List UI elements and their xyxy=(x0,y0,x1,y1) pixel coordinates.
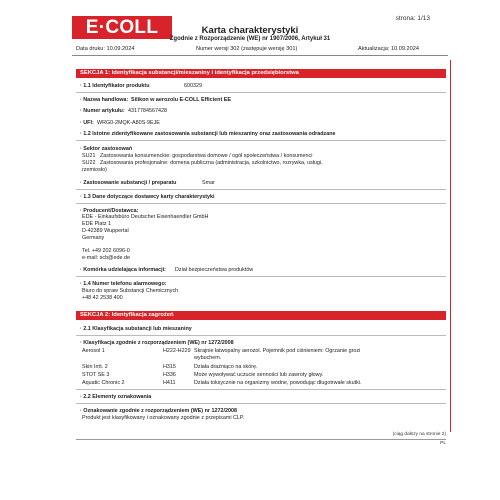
address-line: D-42389 Wuppertal xyxy=(82,228,129,234)
sector-label: · Sektor zastosowań xyxy=(80,146,133,152)
classification-heading: · 2.1 Klasyfikacja substancji lub mieszaniny xyxy=(80,326,192,332)
print-date: Data druku: 10.09.2024 xyxy=(76,46,135,52)
hazard-class: STOT SE 3 xyxy=(82,372,110,378)
language-code: PL xyxy=(440,441,446,446)
hazard-code: H222-H229 xyxy=(163,348,191,354)
version-number: Numer wersji 302 (zastępuje wersję 301) xyxy=(196,46,298,52)
trade-name-value: Silikon w aerozolu E-COLL Efficient EE xyxy=(131,97,231,103)
divider xyxy=(76,92,446,93)
email-address: e-mail: scb@ede.de xyxy=(82,255,131,261)
clp-labelling-label: · Oznakowanie zgodnie z rozporządzeniem (WE) nr 1272/2008 xyxy=(80,408,237,414)
hazard-code: H315 xyxy=(163,364,176,370)
hazard-code: H411 xyxy=(163,380,176,386)
usage-value: Smar xyxy=(202,180,215,186)
divider xyxy=(76,140,446,141)
divider xyxy=(76,389,446,390)
section-2-header: SEKCJA 2: Identyfikacja zagrożeń xyxy=(76,311,446,320)
uses-heading: · 1.2 Istotne zidentyfikowane zastosowania substancji lub mieszaniny oraz zastosowania odradzane xyxy=(80,131,336,137)
hazard-class: Aquatic Chronic 2 xyxy=(82,380,125,386)
emergency-heading: · 1.4 Numer telefonu alarmowego: xyxy=(80,281,167,287)
divider xyxy=(76,276,446,277)
label-elements-heading: · 2.2 Elementy oznakowania xyxy=(80,394,152,400)
article-number-value: 4317784567428 xyxy=(128,108,167,114)
phone-number: Tel. +49 202 6096-0 xyxy=(82,248,130,254)
hazard-description: Może wywoływać uczucie senności lub zawroty głowy. xyxy=(194,372,324,378)
footer-divider xyxy=(76,439,446,440)
continued-note: (ciąg dalszy na stronie 2) xyxy=(392,432,446,437)
hazard-class: Aerosol 1 xyxy=(82,348,105,354)
document-subtitle: Zgodnie z Rozporządzenie (WE) nr 1907/2006, Artykuł 31 xyxy=(169,36,331,42)
producer-label: · Producent/Dostawca: xyxy=(80,208,139,214)
clp-classification-label: · Klasyfikacja zgodnie z rozporządzeniem (WE) nr 1272/2008 xyxy=(80,340,234,346)
product-identifier-heading: · 1.1 Identyfikator produktu xyxy=(80,83,150,89)
hazard-description: Działa drażniąco na skórę. xyxy=(194,364,258,370)
update-date: Aktualizacja: 10.09.2024 xyxy=(358,46,419,52)
right-margin-rule xyxy=(450,60,451,432)
emergency-line: +48 42 2538 400 xyxy=(82,295,123,301)
header-divider xyxy=(72,55,448,56)
hazard-description: Skrajnie łatwopalny aerozol. Pojemnik pod ciśnieniem: Ogrzanie grozi xyxy=(194,348,361,354)
emergency-line: Biuro do spraw Substancji Chemicznych xyxy=(82,288,179,294)
info-cell-label: · Komórka udzielająca informacji: xyxy=(80,267,166,273)
divider xyxy=(76,335,446,336)
divider xyxy=(76,203,446,204)
divider xyxy=(76,189,446,190)
hazard-code: H336 xyxy=(163,372,176,378)
hazard-description: Działa toksycznie na organizmy wodne, powodując długotrwałe skutki. xyxy=(194,380,362,386)
supplier-heading: · 1.3 Dane dotyczące dostawcy karty charakterystyki xyxy=(80,194,215,200)
ecoll-logo: E·COLL xyxy=(72,16,172,39)
su21-text: SU21 Zastosowania konsumenckie: gospodarstwa domowe / ogół społeczeństwa / konsumenci xyxy=(82,153,313,159)
divider xyxy=(76,403,446,404)
page-number: strona: 1/13 xyxy=(395,15,430,22)
section-1-header: SEKCJA 1: Identyfikacja substancji/mieszaniny i identyfikacja przedsiębiorstwa xyxy=(76,69,446,78)
hazard-class: Skin Irrit. 2 xyxy=(82,364,108,370)
su22-text: SU22 Zastosowania profesjonalne: domena publiczna (administracja, szkolnictwo, rozrywka, usługi, xyxy=(82,160,323,166)
address-line: Germany xyxy=(82,235,105,241)
article-number-label: · Numer artykułu: xyxy=(80,108,125,114)
product-identifier-value: 600329 xyxy=(184,83,202,89)
ufi-value: WRG0-2MQK-A80S-9EJE xyxy=(97,120,160,126)
document-title: Karta charakterystyki xyxy=(201,25,299,36)
info-cell-value: Dział bezpieczeństwa produktów xyxy=(175,267,254,273)
ufi-label: · UFI: xyxy=(80,120,94,126)
trade-name-label: · Nazwa handlowa: xyxy=(80,97,129,103)
usage-label: · Zastosowanie substancji / preparatu xyxy=(80,180,177,186)
clp-labelling-value: Produkt jest klasyfikowany i oznakowany zgodnie z przepisami CLP. xyxy=(82,415,245,421)
hazard-description: wybuchem. xyxy=(194,355,222,361)
su22-text-cont: rzemiosło) xyxy=(82,167,107,173)
address-line: EDE - Einkaufsbüro Deutscher Eisenhaendler GmbH xyxy=(82,214,209,220)
address-line: EDE Platz 1 xyxy=(82,221,112,227)
